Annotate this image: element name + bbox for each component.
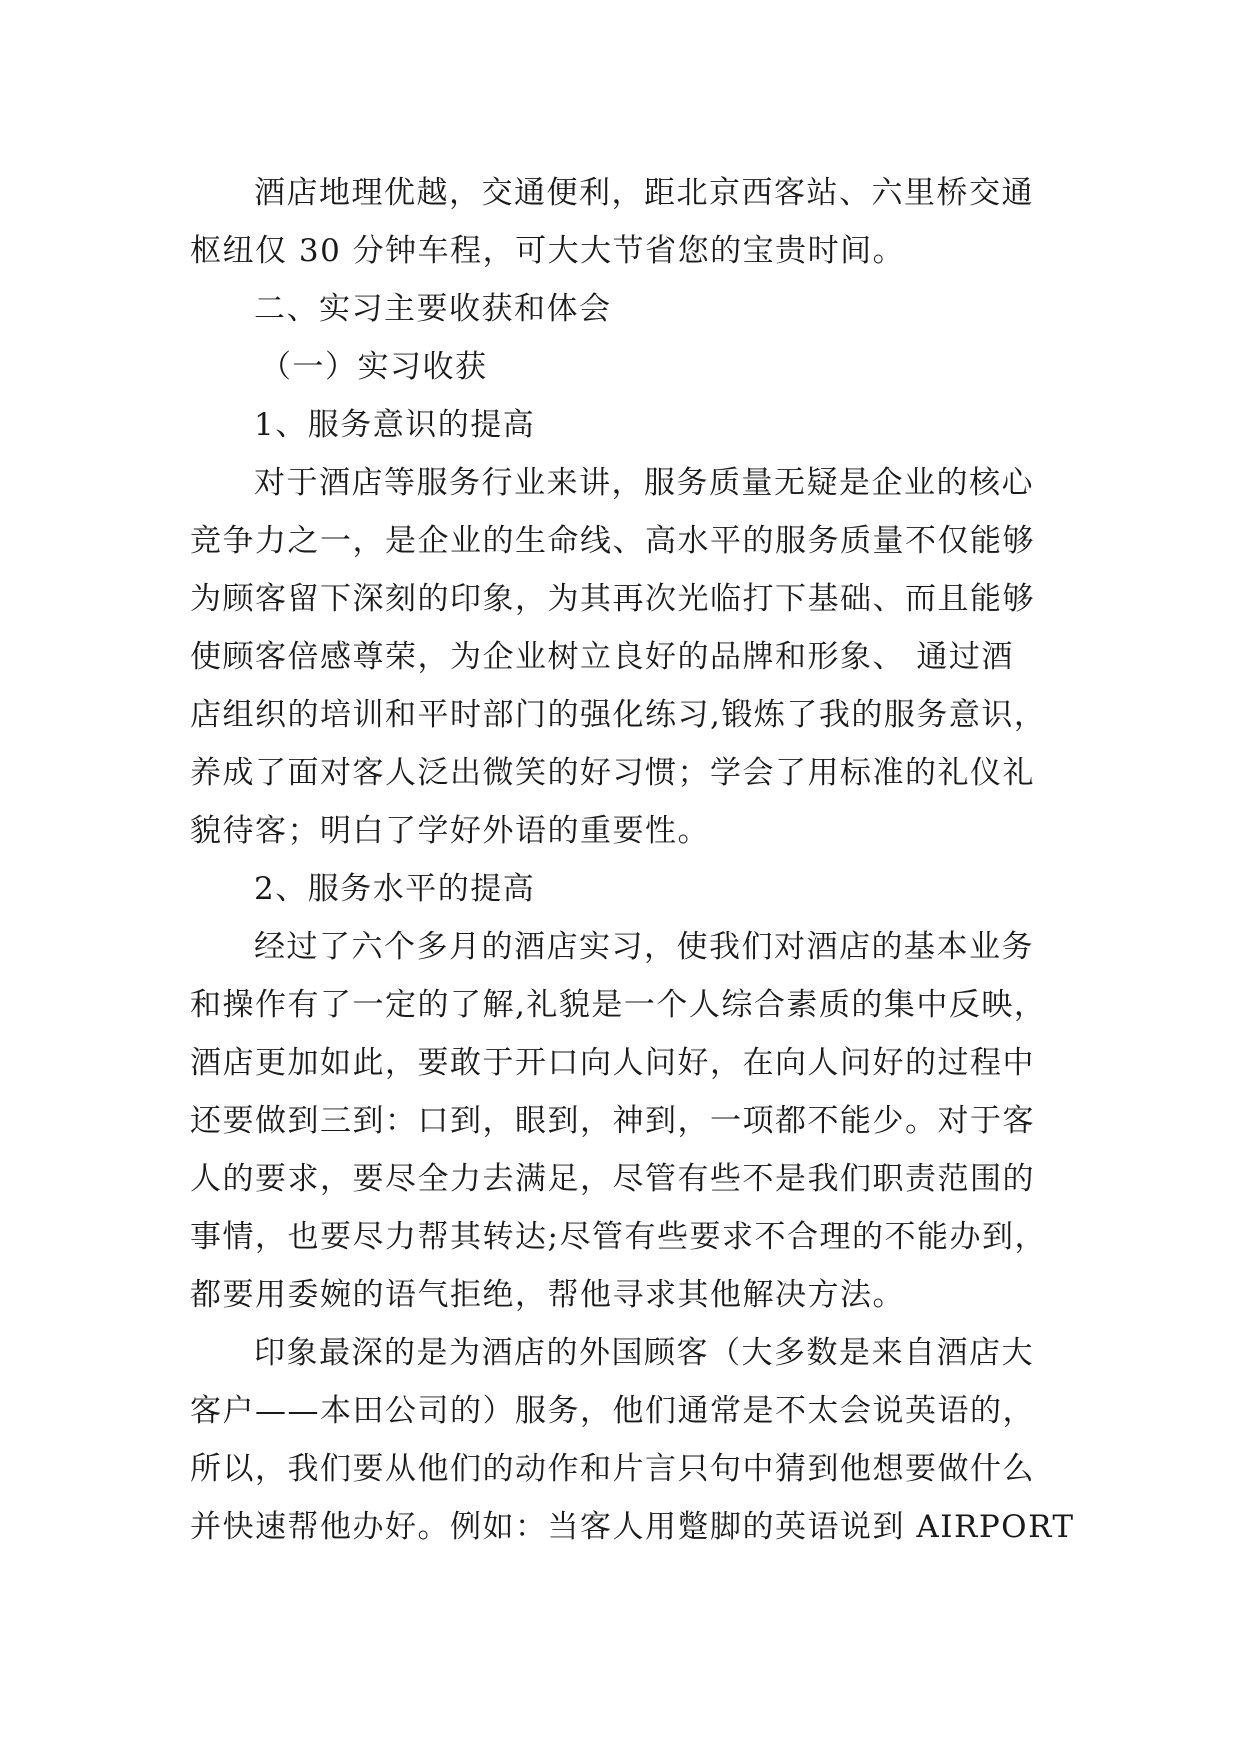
paragraph-line: 还要做到三到：口到，眼到，神到，一项都不能少。对于客 <box>190 1103 1035 1139</box>
paragraph-line: 为顾客留下深刻的印象，为其再次光临打下基础、而且能够 <box>190 581 1035 617</box>
paragraph-line: 使顾客倍感尊荣，为企业树立良好的品牌和形象、 通过酒 <box>190 639 1014 675</box>
paragraph-line: 对于酒店等服务行业来讲，服务质量无疑是企业的核心 <box>254 465 1034 501</box>
paragraph-line: 所以，我们要从他们的动作和片言只句中猜到他想要做什么 <box>190 1451 1035 1487</box>
item-heading: 1、服务意识的提高 <box>254 407 536 443</box>
paragraph-line: 和操作有了一定的了解,礼貌是一个人综合素质的集中反映， <box>190 987 1047 1023</box>
paragraph-line: 印象最深的是为酒店的外国顾客（大多数是来自酒店大 <box>254 1335 1034 1371</box>
item-heading: 2、服务水平的提高 <box>254 871 536 907</box>
paragraph-line: 都要用委婉的语气拒绝，帮他寻求其他解决方法。 <box>190 1277 905 1313</box>
section-heading: 二、实习主要收获和体会 <box>254 291 612 327</box>
paragraph-line: 客户——本田公司的）服务，他们通常是不太会说英语的， <box>190 1393 1035 1429</box>
paragraph-line: 养成了面对客人泛出微笑的好习惯；学会了用标准的礼仪礼 <box>190 755 1035 791</box>
paragraph-line: 人的要求，要尽全力去满足，尽管有些不是我们职责范围的 <box>190 1161 1035 1197</box>
paragraph-line: 貌待客；明白了学好外语的重要性。 <box>190 813 710 849</box>
paragraph-line: 店组织的培训和平时部门的强化练习,锻炼了我的服务意识， <box>190 697 1047 733</box>
paragraph-line: 竞争力之一，是企业的生命线、高水平的服务质量不仅能够 <box>190 523 1035 559</box>
document-body <box>190 164 1075 1556</box>
paragraph-line: 事情，也要尽力帮其转达;尽管有些要求不合理的不能办到， <box>190 1219 1047 1255</box>
paragraph-line: 经过了六个多月的酒店实习，使我们对酒店的基本业务 <box>254 929 1034 965</box>
paragraph-line: 枢纽仅 30 分钟车程，可大大节省您的宝贵时间。 <box>190 233 906 269</box>
paragraph-line: 酒店地理优越，交通便利，距北京西客站、六里桥交通 <box>254 175 1034 211</box>
paragraph-line: 并快速帮他办好。例如：当客人用蹩脚的英语说到 AIRPORT <box>190 1509 1075 1545</box>
subsection-heading: （一）实习收获 <box>260 349 488 385</box>
paragraph-line: 酒店更加如此，要敢于开口向人问好，在向人问好的过程中 <box>190 1045 1035 1081</box>
